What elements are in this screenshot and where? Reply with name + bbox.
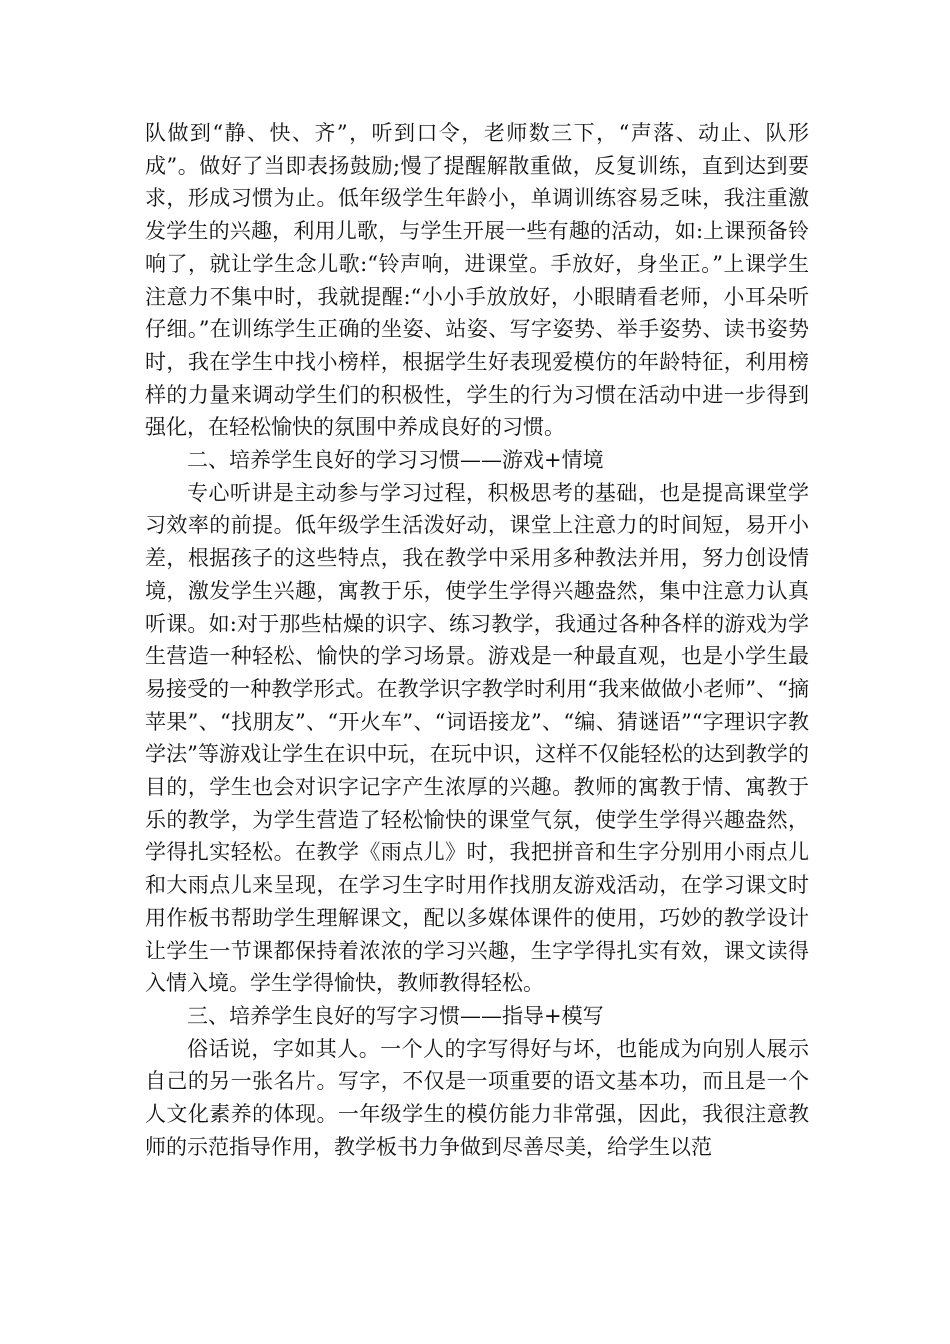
paragraph-habit-training-continued: 队做到“静、快、齐”，听到口令，老师数三下，“声落、动止、队形成”。做好了当即表扬鼓励;慢了提醒解散重做，反复训练，直到达到要求，形成习惯为止。低年级学生年龄小，单调训练容易乏味，我注重激发学生的兴趣，利用儿歌，与学生开展一些有趣的活动，如:上课预备铃响了，就让学生念儿歌:“铃声响，进课堂。手放好，身坐正。”上课学生注意力不集中时，我就提醒:“小小手放放好，小眼睛看老师，小耳朵听仔细。”在训练学生正确的坐姿、站姿、写字姿势、举手姿势、读书姿势时，我在学生中找小榜样，根据学生好表现爱模仿的年龄特征，利用榜样的力量来调动学生们的积极性，学生的行为习惯在活动中进一步得到强化，在轻松愉快的氛围中养成良好的习惯。 xyxy=(145,121,809,440)
section-heading-learning-habits: 二、培养学生良好的学习习惯——游戏+情境 xyxy=(187,448,604,473)
paragraph-writing-habits: 俗话说，字如其人。一个人的字写得好与坏，也能成为向别人展示自己的另一张名片。写字，不仅是一项重要的语文基本功，而且是一个人文化素养的体现。一年级学生的模仿能力非常强，因此，我很注意教师的示范指导作用，教学板书力争做到尽善尽美，给学生以范 xyxy=(145,1036,809,1159)
paragraph-learning-habits: 专心听讲是主动参与学习过程，积极思考的基础，也是提高课堂学习效率的前提。低年级学生活泼好动，课堂上注意力的时间短，易开小差，根据孩子的这些特点，我在教学中采用多种教法并用，努力创设情境，激发学生兴趣，寓教于乐，使学生学得兴趣盎然，集中注意力认真听课。如:对于那些枯燥的识字、练习教学，我通过各种各样的游戏为学生营造一种轻松、愉快的学习场景。游戏是一种最直观，也是小学生最易接受的一种教学形式。在教学识字教学时利用“我来做做小老师”、“摘苹果”、“找朋友”、“开火车”、“词语接龙”、“编、猜谜语”“字理识字教学法”等游戏让学生在识中玩，在玩中识，这样不仅能轻松的达到教学的目的，学生也会对识字记字产生浓厚的兴趣。教师的寓教于情、寓教于乐的教学，为学生营造了轻松愉快的课堂气氛，使学生学得兴趣盎然，学得扎实轻松。在教学《雨点儿》时，我把拼音和生字分别用小雨点儿和大雨点儿来呈现，在学习生字时用作找朋友游戏活动，在学习课文时用作板书帮助学生理解课文，配以多媒体课件的使用，巧妙的教学设计让学生一节课都保持着浓浓的学习兴趣，生字学得扎实有效，课文读得入情入境。学生学得愉快，教师教得轻松。 xyxy=(145,480,809,996)
body-text xyxy=(145,117,809,1164)
section-heading-writing-habits: 三、培养学生良好的写字习惯——指导+模写 xyxy=(187,1003,604,1028)
